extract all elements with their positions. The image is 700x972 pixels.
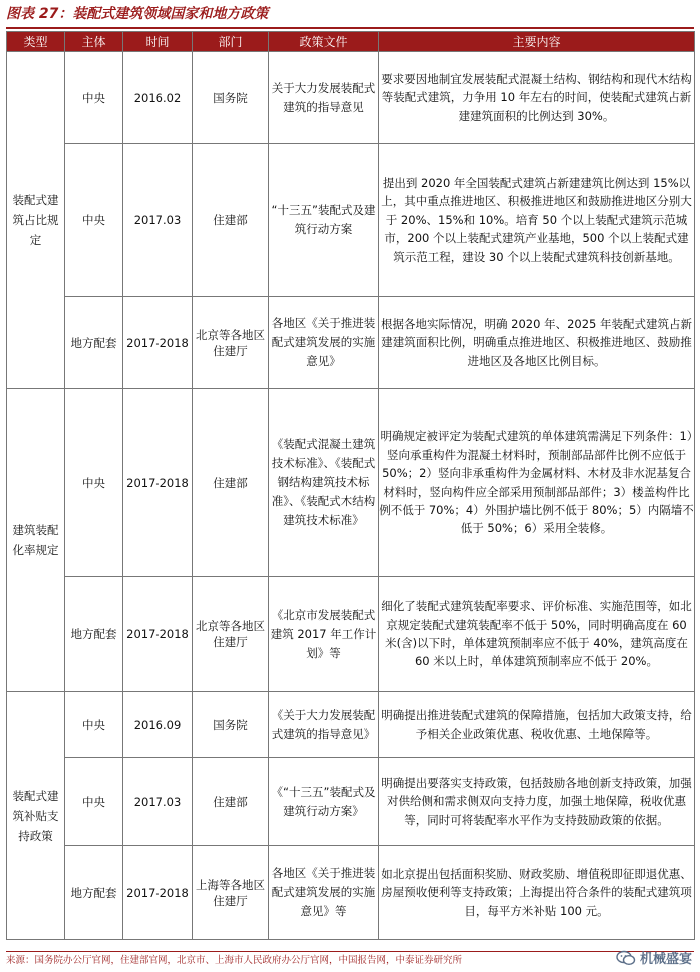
cell-doc: 各地区《关于推进装配式建筑发展的实施意见》等 bbox=[269, 846, 379, 940]
title-rule bbox=[6, 27, 694, 29]
table-row bbox=[7, 577, 695, 692]
cell-dept: 北京等各地区住建厅 bbox=[193, 577, 269, 692]
cell-date: 2017-2018 bbox=[123, 297, 193, 389]
policy-table bbox=[6, 31, 695, 940]
cell-date: 2017.03 bbox=[123, 144, 193, 297]
cell-body: 中央 bbox=[65, 758, 123, 846]
table-row bbox=[7, 144, 695, 297]
cell-dept: 住建部 bbox=[193, 144, 269, 297]
table-row bbox=[7, 52, 695, 144]
cell-date: 2017.03 bbox=[123, 758, 193, 846]
cell-date: 2016.09 bbox=[123, 692, 193, 758]
source-note: 来源：国务院办公厅官网，住建部官网，北京市、上海市人民政府办公厅官网，中国报告网，中泰证券研究所 bbox=[6, 955, 463, 966]
header-date: 时间 bbox=[123, 32, 193, 52]
table-row bbox=[7, 758, 695, 846]
table-header-row bbox=[7, 32, 695, 52]
cell-doc: 关于大力发展装配式建筑的指导意见 bbox=[269, 52, 379, 144]
cell-body: 中央 bbox=[65, 692, 123, 758]
group-type: 装配式建筑补贴支持政策 bbox=[7, 692, 65, 940]
cell-content: 细化了装配式建筑装配率要求、评价标准、实施范围等，如北京规定装配式建筑装配率不低于 50%，同时明确高度在 60 米(含)以下时，单体建筑预制率应不低于 40%，建筑高度在 60 米以上时，单体建筑预制率应不低于 20%。 bbox=[379, 577, 695, 692]
cell-doc: 《“十三五”装配式及建筑行动方案》 bbox=[269, 758, 379, 846]
group-type: 装配式建筑占比规定 bbox=[7, 52, 65, 389]
figure-title: 图表 27：装配式建筑领域国家和地方政策 bbox=[6, 6, 269, 22]
cell-content: 明确提出要落实支持政策，包括鼓励各地创新支持政策，加强对供给侧和需求侧双向支持力度，加强土地保障，税收优惠等，同时可将装配率水平作为支持鼓励政策的依据。 bbox=[379, 758, 695, 846]
cell-body: 中央 bbox=[65, 52, 123, 144]
cell-dept: 国务院 bbox=[193, 52, 269, 144]
cell-content: 要求要因地制宜发展装配式混凝土结构、钢结构和现代木结构等装配式建筑，力争用 10 年左右的时间，使装配式建筑占新建建筑面积的比例达到 30%。 bbox=[379, 52, 695, 144]
cell-doc: 各地区《关于推进装配式建筑发展的实施意见》 bbox=[269, 297, 379, 389]
cell-content: 如北京提出包括面积奖励、财政奖励、增值税即征即退优惠、房屋预收便利等支持政策；上海提出符合条件的装配式建筑项目，每平方米补贴 100 元。 bbox=[379, 846, 695, 940]
watermark-text: 机械盛宴 bbox=[639, 952, 692, 967]
cell-date: 2017-2018 bbox=[123, 577, 193, 692]
cell-doc: “十三五”装配式及建筑行动方案 bbox=[269, 144, 379, 297]
footer-rule bbox=[6, 951, 694, 952]
cell-dept: 住建部 bbox=[193, 758, 269, 846]
cell-content: 明确规定被评定为装配式建筑的单体建筑需满足下列条件：1）竖向承重构件为混凝土材料时，预制部品部件比例不应低于 50%；2）竖向非承重构件为金属材料、木材及非水泥基复合材料时，竖向构件应全部采用预制部品部件；3）楼盖构件比例不低于 70%；4）外围护墙比例不低于 80%；5）内隔墙不低于 50%；6）采用全装修。 bbox=[379, 389, 695, 577]
header-dept: 部门 bbox=[193, 32, 269, 52]
table-row bbox=[7, 297, 695, 389]
cell-content: 提出到 2020 年全国装配式建筑占新建建筑比例达到 15%以上，其中重点推进地区、积极推进地区和鼓励推进地区分别大于 20%、15%和 10%。培育 50 个以上装配式建筑示范城市，200 个以上装配式建筑产业基地，500 个以上装配式建筑示范工程，建设 30 个以上装配式建筑科技创新基地。 bbox=[379, 144, 695, 297]
cell-dept: 北京等各地区住建厅 bbox=[193, 297, 269, 389]
table-row bbox=[7, 389, 695, 577]
watermark bbox=[616, 948, 692, 967]
cell-date: 2017-2018 bbox=[123, 389, 193, 577]
cell-content: 明确提出推进装配式建筑的保障措施，包括加大政策支持，给予相关企业政策优惠、税收优惠、土地保障等。 bbox=[379, 692, 695, 758]
header-doc: 政策文件 bbox=[269, 32, 379, 52]
cell-doc: 《关于大力发展装配式建筑的指导意见》 bbox=[269, 692, 379, 758]
header-type: 类型 bbox=[7, 32, 65, 52]
cell-dept: 上海等各地区住建厅 bbox=[193, 846, 269, 940]
cell-body: 地方配套 bbox=[65, 297, 123, 389]
header-body: 主体 bbox=[65, 32, 123, 52]
cell-dept: 国务院 bbox=[193, 692, 269, 758]
cell-body: 地方配套 bbox=[65, 846, 123, 940]
cell-content: 根据各地实际情况，明确 2020 年、2025 年装配式建筑占新建建筑面积比例，明确重点推进地区、积极推进地区、鼓励推进地区及各地区比例目标。 bbox=[379, 297, 695, 389]
wechat-icon bbox=[616, 950, 636, 966]
cell-date: 2017-2018 bbox=[123, 846, 193, 940]
cell-doc: 《装配式混凝土建筑技术标准》、《装配式钢结构建筑技术标准》、《装配式木结构建筑技术标准》 bbox=[269, 389, 379, 577]
group-type: 建筑装配化率规定 bbox=[7, 389, 65, 692]
cell-body: 中央 bbox=[65, 144, 123, 297]
cell-body: 中央 bbox=[65, 389, 123, 577]
cell-date: 2016.02 bbox=[123, 52, 193, 144]
header-content: 主要内容 bbox=[379, 32, 695, 52]
cell-doc: 《北京市发展装配式建筑 2017 年工作计划》等 bbox=[269, 577, 379, 692]
table-row bbox=[7, 692, 695, 758]
cell-dept: 住建部 bbox=[193, 389, 269, 577]
cell-body: 地方配套 bbox=[65, 577, 123, 692]
table-row bbox=[7, 846, 695, 940]
